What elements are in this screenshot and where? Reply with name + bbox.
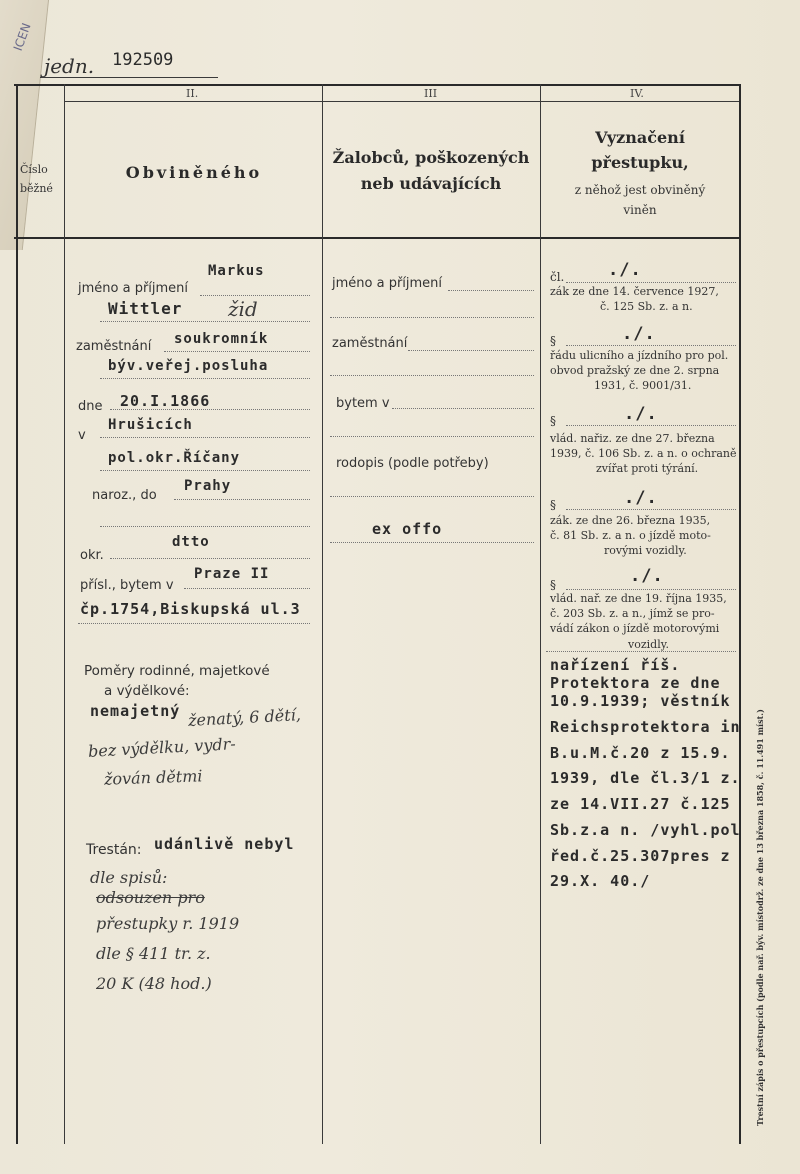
offence-5-dotline-end xyxy=(546,651,736,652)
accused-naroz: Prahy xyxy=(184,478,232,494)
family-handwritten-2: bez výdělku, vydr- xyxy=(87,734,237,761)
punished-handwritten-4: dle § 411 tr. z. xyxy=(96,944,211,963)
punished-handwritten-5: 20 K (48 hod.) xyxy=(96,974,212,993)
birth-dotline xyxy=(110,409,310,410)
offence-4-dotline xyxy=(566,509,736,510)
jedn-number: 192509 xyxy=(112,50,174,70)
col1-divider xyxy=(64,84,65,1144)
offence-1-text-2: č. 125 Sb. z. a n. xyxy=(600,300,693,313)
offence-typed-1: nařízení říš. xyxy=(550,656,681,674)
plaintiff-rodopis-label: rodopis (podle potřeby) xyxy=(336,456,489,471)
place-dotline xyxy=(100,437,310,438)
family-label-line2: a výdělkové: xyxy=(104,683,190,699)
offence-1-mark: ./. xyxy=(608,260,642,280)
col4-subtitle-line2: viněn xyxy=(623,203,657,217)
offence-5-text-4: vozidly. xyxy=(628,638,669,651)
corner-stamp: ICEN xyxy=(10,21,34,53)
plaintiff-occupation-dotline xyxy=(408,350,534,351)
accused-occupation: soukromník xyxy=(174,331,269,347)
name-dotline xyxy=(200,295,310,296)
accused-name-label: jméno a příjmení xyxy=(78,281,189,296)
col-left-border xyxy=(16,84,18,1144)
accused-place-label: v xyxy=(78,428,86,443)
offence-typed-9: řed.č.25.307pres z xyxy=(550,847,731,865)
accused-naroz-label: naroz., do xyxy=(92,488,157,503)
punished-handwritten-1: dle spisů: xyxy=(90,868,168,887)
col2-divider xyxy=(322,84,323,1144)
col2-title: Obviněného xyxy=(125,163,263,182)
accused-first-name: Markus xyxy=(208,263,265,279)
family-label-line1: Poměry rodinné, majetkové xyxy=(84,663,270,679)
col1-title-line2: běžné xyxy=(20,182,53,195)
accused-surname-note: žid xyxy=(228,297,258,321)
plaintiff-value: ex offo xyxy=(372,520,443,538)
offence-1-pre: čl. xyxy=(550,270,565,284)
offence-5-dotline xyxy=(566,589,736,590)
offence-4-pre: § xyxy=(550,498,556,512)
offence-1-dotline xyxy=(566,282,736,283)
offence-1-text-1: zák ze dne 14. července 1927, xyxy=(550,285,719,298)
punished-handwritten-2: odsouzen pro xyxy=(96,888,205,907)
offence-3-text-2: 1939, č. 106 Sb. z. a n. o ochraně xyxy=(550,447,737,460)
offence-typed-10: 29.X. 40./ xyxy=(550,872,651,890)
offence-3-text-3: zvířat proti týrání. xyxy=(596,462,699,475)
offence-4-text-1: zák. ze dne 26. března 1935, xyxy=(550,514,711,527)
offence-5-pre: § xyxy=(550,578,556,592)
col4-number: IV. xyxy=(630,87,644,100)
col3-number: III xyxy=(424,87,438,100)
plaintiff-residence-dotline xyxy=(392,408,534,409)
offence-2-dotline xyxy=(566,345,736,346)
prisl-dotline xyxy=(184,588,310,589)
occupation2-dotline xyxy=(100,378,310,379)
family-handwritten-1: ženatý, 6 dětí, xyxy=(187,705,302,730)
jedn-label: jedn. xyxy=(44,54,95,78)
accused-birth-label: dne xyxy=(78,399,103,414)
plaintiff-occupation-dotline-2 xyxy=(330,375,534,376)
offence-3-text-1: vlád. nařiz. ze dne 27. března xyxy=(550,432,715,445)
accused-surname: Wittler xyxy=(108,299,183,318)
punished-handwritten-3: přestupky r. 1919 xyxy=(96,914,240,933)
offence-2-text-2: obvod pražský ze dne 2. srpna xyxy=(550,364,720,377)
roman-row-line xyxy=(64,101,740,102)
offence-2-text-1: řádu ulicního a jízdního pro pol. xyxy=(550,349,729,362)
plaintiff-occupation-label: zaměstnání xyxy=(332,336,408,351)
offence-5-mark: ./. xyxy=(630,566,664,586)
accused-prisl: Praze II xyxy=(194,566,270,582)
okr-dotline xyxy=(110,558,310,559)
offence-typed-5: B.u.M.č.20 z 15.9. xyxy=(550,744,731,762)
offence-3-mark: ./. xyxy=(624,404,658,424)
accused-prisl-label: přísl., bytem v xyxy=(80,578,174,593)
offence-typed-8: Sb.z.a n. /vyhl.pol xyxy=(550,821,741,839)
accused-occupation-2: býv.veřej.posluha xyxy=(108,358,269,374)
offence-2-mark: ./. xyxy=(622,324,656,344)
district-dotline xyxy=(100,470,310,471)
plaintiff-residence-dotline-2 xyxy=(330,436,534,437)
offence-5-text-3: vádí zákon o jízdě motorovými xyxy=(550,622,720,635)
accused-okr-label: okr. xyxy=(80,548,104,563)
offence-typed-7: ze 14.VII.27 č.125 xyxy=(550,795,731,813)
offence-5-text-2: č. 203 Sb. z. a n., jímž se pro- xyxy=(550,607,715,620)
offence-4-text-3: rovými vozidly. xyxy=(604,544,687,557)
accused-occupation-label: zaměstnání xyxy=(76,339,152,354)
accused-district: pol.okr.Říčany xyxy=(108,450,241,466)
plaintiff-name-dotline xyxy=(448,290,534,291)
jedn-underline xyxy=(40,77,218,78)
surname-dotline xyxy=(100,321,310,322)
table-top-border xyxy=(14,84,740,86)
col3-title-line1: Žalobců, poškozených xyxy=(332,148,530,167)
plaintiff-name-label: jméno a příjmení xyxy=(332,276,443,291)
occupation-dotline xyxy=(164,351,310,352)
header-bottom-border xyxy=(14,237,740,239)
col1-title-line1: Číslo xyxy=(20,163,48,176)
offence-4-mark: ./. xyxy=(624,488,658,508)
offence-typed-2: Protektora ze dne xyxy=(550,674,721,692)
offence-3-dotline xyxy=(566,425,736,426)
punished-typed: udánlivě nebyl xyxy=(154,835,295,853)
offence-typed-3: 10.9.1939; věstník xyxy=(550,692,731,710)
naroz2-dotline xyxy=(100,526,310,527)
accused-address: čp.1754,Biskupská ul.3 xyxy=(80,600,301,618)
plaintiff-residence-label: bytem v xyxy=(336,396,390,411)
offence-4-text-2: č. 81 Sb. z. a n. o jízdě moto- xyxy=(550,529,711,542)
punished-label: Trestán: xyxy=(86,842,142,858)
naroz-dotline xyxy=(174,499,310,500)
col3-title-line2: neb udávajících xyxy=(360,174,502,193)
address-dotline xyxy=(78,623,310,624)
col2-number: II. xyxy=(186,87,199,100)
offence-2-pre: § xyxy=(550,334,556,348)
offence-2-text-3: 1931, č. 9001/31. xyxy=(594,379,692,392)
side-note: Trestní zápis o přestupcích (podle nař. býv. místodrž. ze dne 13 března 1858, č. 11.491 míst.) xyxy=(755,709,765,1126)
plaintiff-value-dotline xyxy=(330,542,534,543)
accused-okr: dtto xyxy=(172,534,210,550)
offence-typed-6: 1939, dle čl.3/1 z. xyxy=(550,769,741,787)
family-handwritten-3: žován dětmi xyxy=(103,766,203,789)
col4-title-line2: přestupku, xyxy=(591,153,689,172)
plaintiff-name-dotline-2 xyxy=(330,317,534,318)
col4-subtitle-line1: z něhož jest obviněný xyxy=(574,183,706,197)
plaintiff-rodopis-dotline xyxy=(330,496,534,497)
family-typed: nemajetný xyxy=(90,702,181,720)
offence-5-text-1: vlád. nař. ze dne 19. října 1935, xyxy=(550,592,727,605)
col3-divider xyxy=(540,84,541,1144)
offence-3-pre: § xyxy=(550,414,556,428)
accused-place: Hrušicích xyxy=(108,417,193,433)
offence-typed-4: Reichsprotektora in xyxy=(550,718,741,736)
col4-title-line1: Vyznačení xyxy=(595,128,685,147)
accused-birth-date: 20.I.1866 xyxy=(120,392,211,410)
col-right-border xyxy=(739,84,741,1144)
